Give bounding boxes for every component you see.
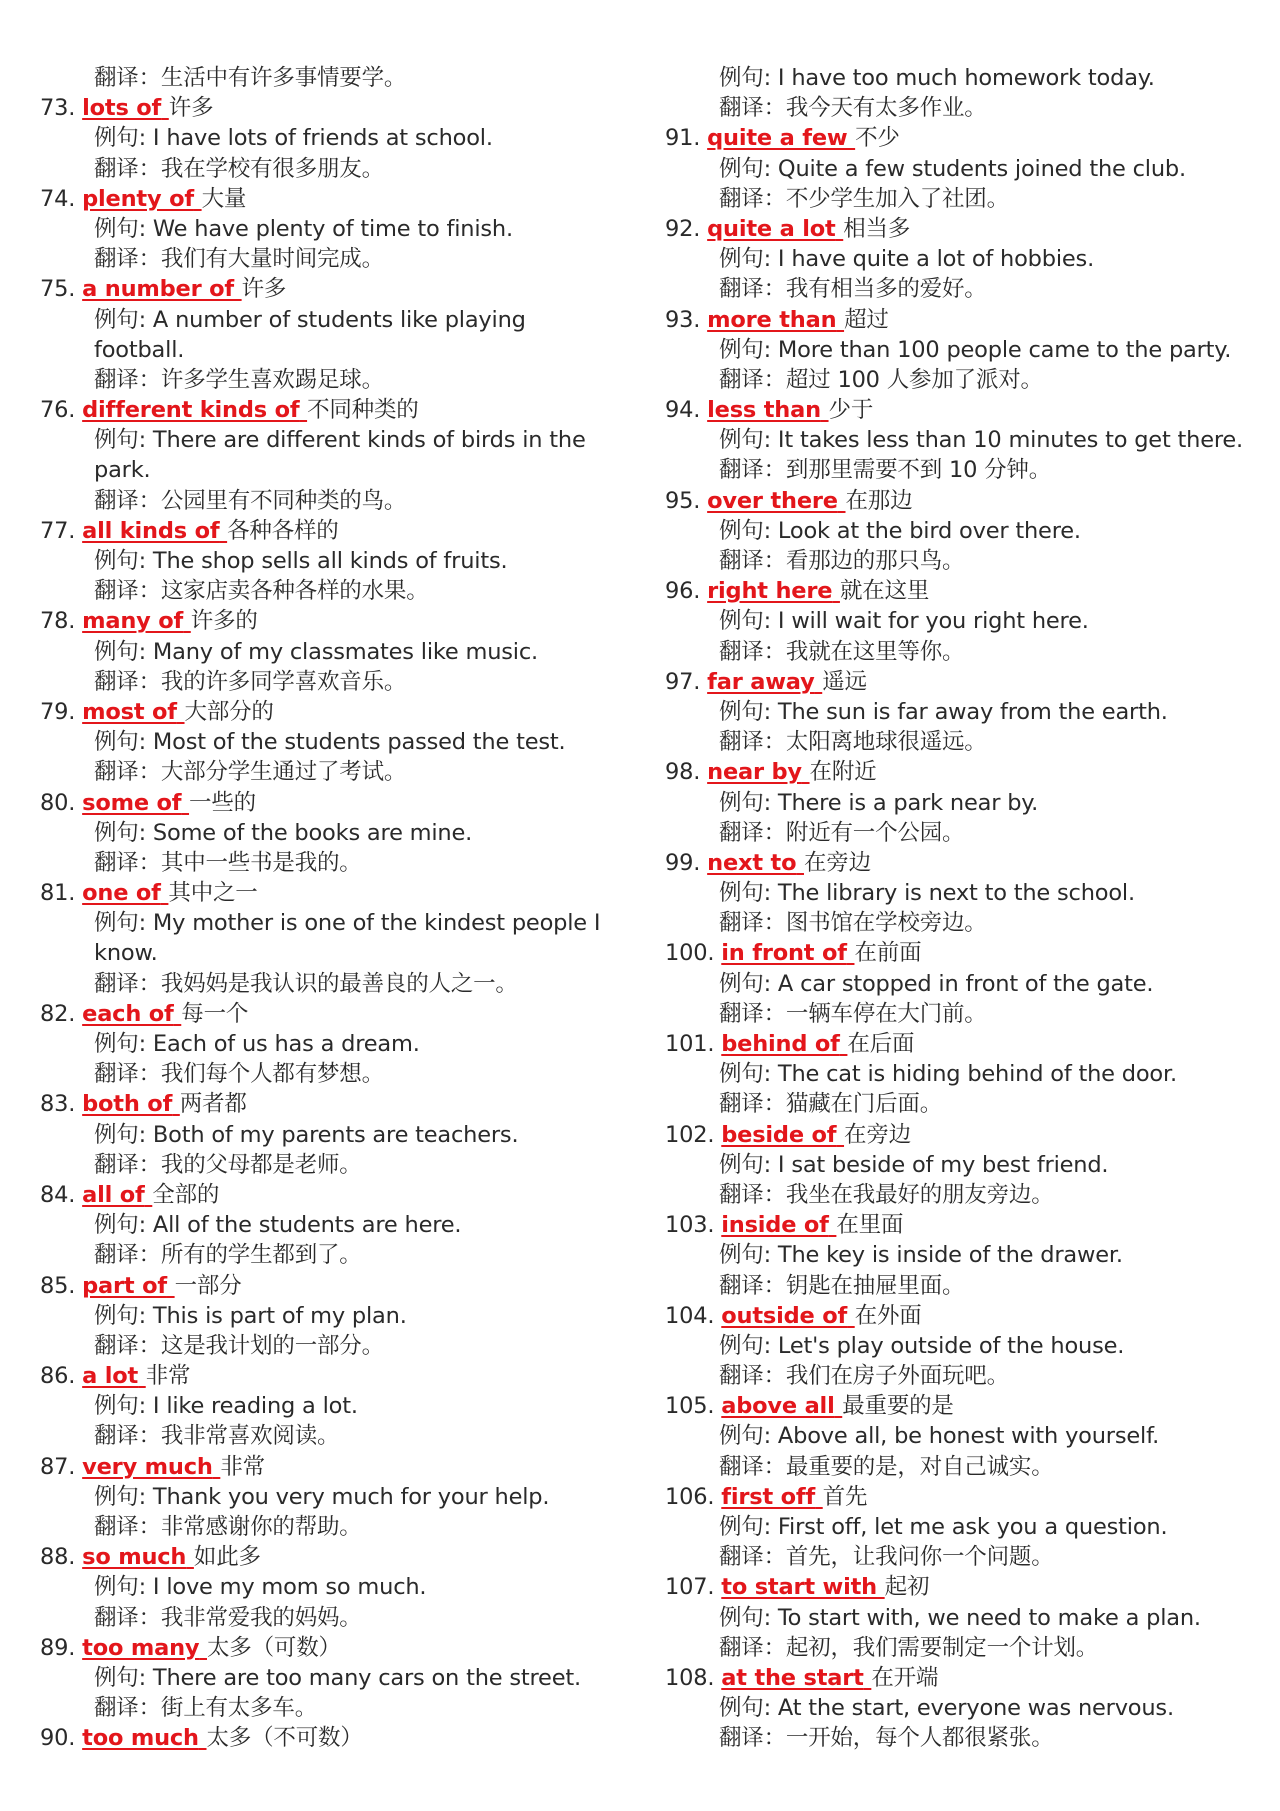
example-line: 例句: The library is next to the school. — [719, 880, 1135, 907]
entry-number: 89. — [40, 1634, 76, 1661]
translation-line: 翻译：我妈妈是我认识的最善良的人之一。 — [94, 970, 518, 997]
entry-phrase: part of — [82, 1272, 167, 1299]
translation-line: 翻译：大部分学生通过了考试。 — [94, 759, 407, 786]
entry-number: 86. — [40, 1363, 76, 1390]
entry-meaning: 其中之一 — [168, 880, 258, 907]
translation-line: 翻译：我们在房子外面玩吧。 — [719, 1363, 1009, 1390]
example-line: 例句: At the start, everyone was nervous. — [719, 1695, 1174, 1722]
entry-heading — [665, 305, 1225, 335]
entry-heading — [665, 757, 1225, 787]
entry-number: 107. — [665, 1574, 715, 1601]
translation-line: 翻译：超过 100 人参加了派对。 — [719, 366, 1043, 393]
entry-heading — [665, 1391, 1225, 1421]
entry-phrase: a lot — [82, 1363, 139, 1390]
example-line: 例句: More than 100 people came to the party. — [719, 336, 1232, 363]
entry-heading — [665, 1210, 1225, 1240]
entry-meaning: 一些的 — [189, 789, 256, 816]
entry-heading — [665, 395, 1225, 425]
entry-heading — [665, 1663, 1225, 1693]
entry-phrase: each of — [82, 1000, 174, 1027]
entry-number: 74. — [40, 185, 76, 212]
entry-heading — [665, 1572, 1225, 1602]
entry-heading — [40, 1361, 600, 1391]
entry-number: 102. — [665, 1121, 715, 1148]
example-line: 例句: Quite a few students joined the club. — [719, 155, 1186, 182]
entry-phrase: plenty of — [82, 185, 194, 212]
translation-line: 翻译：一开始，每个人都很紧张。 — [719, 1725, 1054, 1752]
entry-phrase: beside of — [721, 1121, 837, 1148]
entry-heading — [40, 1271, 600, 1301]
entry-heading — [40, 788, 600, 818]
translation-line: 翻译：图书馆在学校旁边。 — [719, 910, 987, 937]
entry-number: 98. — [665, 759, 701, 786]
entry-number: 92. — [665, 215, 701, 242]
entry-meaning: 许多 — [241, 276, 287, 303]
entry-meaning: 在里面 — [836, 1212, 904, 1239]
translation-line: 翻译：我们每个人都有梦想。 — [94, 1061, 384, 1088]
entry-phrase: next to — [707, 849, 797, 876]
entry-meaning: 不少 — [855, 125, 900, 152]
entry-heading — [40, 1089, 600, 1119]
entry-number: 79. — [40, 698, 76, 725]
entry-number: 88. — [40, 1544, 76, 1571]
entry-number: 87. — [40, 1453, 76, 1480]
example-line: 例句: A number of students like playing — [94, 306, 526, 333]
example-line: 例句: All of the students are here. — [94, 1212, 462, 1239]
entry-heading — [665, 1482, 1225, 1512]
entry-heading — [40, 1452, 600, 1482]
entry-meaning: 相当多 — [843, 215, 911, 242]
translation-line: 翻译：我今天有太多作业。 — [719, 95, 987, 122]
translation-line: 翻译：这家店卖各种各样的水果。 — [94, 578, 429, 605]
entry-number: 106. — [665, 1483, 715, 1510]
entry-phrase: too many — [82, 1634, 200, 1661]
entry-meaning: 在附近 — [809, 759, 877, 786]
translation-line: 翻译：最重要的是，对自己诚实。 — [719, 1453, 1054, 1480]
example-line: 例句: There is a park near by. — [719, 789, 1039, 816]
example-line: 例句: To start with, we need to make a plan. — [719, 1604, 1201, 1631]
entry-meaning: 每一个 — [181, 1000, 249, 1027]
entry-phrase: over there — [707, 487, 838, 514]
entry-heading — [40, 1633, 600, 1663]
entry-heading — [40, 274, 600, 304]
translation-line: 翻译：附近有一个公园。 — [719, 819, 965, 846]
entry-number: 104. — [665, 1302, 715, 1329]
entry-heading — [40, 184, 600, 214]
entry-phrase: above all — [721, 1393, 835, 1420]
entry-phrase: one of — [82, 880, 161, 907]
entry-meaning: 全部的 — [152, 1181, 220, 1208]
entry-meaning: 就在这里 — [839, 578, 930, 605]
entry-meaning: 一部分 — [174, 1272, 242, 1299]
entry-meaning: 超过 — [844, 306, 889, 333]
example-line: 例句: We have plenty of time to finish. — [94, 215, 513, 242]
entry-heading — [665, 1301, 1225, 1331]
entry-phrase: right here — [707, 578, 833, 605]
entry-meaning: 两者都 — [179, 1091, 247, 1118]
entry-number: 108. — [665, 1664, 715, 1691]
translation-line: 翻译：我非常喜欢阅读。 — [94, 1423, 340, 1450]
example-line: 例句: Let's play outside of the house. — [719, 1332, 1125, 1359]
entry-number: 80. — [40, 789, 76, 816]
translation-line: 翻译：猫藏在门后面。 — [719, 1091, 943, 1118]
translation-line: 翻译：不少学生加入了社团。 — [719, 185, 1009, 212]
entry-meaning: 在旁边 — [803, 849, 871, 876]
example-line: 例句: Above all, be honest with yourself. — [719, 1423, 1160, 1450]
entry-number: 73. — [40, 95, 76, 122]
entry-number: 101. — [665, 1031, 715, 1057]
entry-meaning: 如此多 — [193, 1544, 261, 1571]
entry-number: 90. — [40, 1725, 76, 1752]
example-line: 例句: The shop sells all kinds of fruits. — [94, 548, 508, 574]
translation-line: 翻译：看那边的那只鸟。 — [719, 548, 965, 574]
entry-meaning: 在旁边 — [844, 1121, 911, 1148]
translation-line: 翻译：许多学生喜欢踢足球。 — [94, 366, 384, 393]
entry-number: 96. — [665, 578, 701, 605]
entry-number: 85. — [40, 1272, 76, 1299]
entry-phrase: different kinds of — [82, 397, 300, 424]
entry-heading — [40, 1180, 600, 1210]
example-line: 例句: Most of the students passed the test. — [94, 729, 566, 756]
entry-number: 77. — [40, 517, 76, 544]
example-line: 例句: I have quite a lot of hobbies. — [719, 246, 1095, 273]
entry-meaning: 非常 — [220, 1453, 265, 1480]
entry-meaning: 在前面 — [854, 940, 922, 967]
entry-heading — [665, 576, 1225, 606]
entry-meaning: 许多 — [168, 95, 214, 122]
entry-phrase: many of — [82, 608, 184, 635]
entry-meaning: 在后面 — [847, 1031, 915, 1057]
entry-number: 78. — [40, 608, 76, 635]
translation-line: 翻译：街上有太多车。 — [94, 1695, 318, 1722]
example-line: 例句: There are different kinds of birds in the — [94, 427, 586, 454]
entry-number: 91. — [665, 125, 701, 152]
entry-heading — [665, 214, 1225, 244]
example-line: park. — [94, 457, 151, 484]
entry-meaning: 太多（不可数） — [206, 1725, 363, 1752]
translation-line: 翻译：起初，我们需要制定一个计划。 — [719, 1634, 1099, 1661]
entry-phrase: far away — [707, 668, 815, 695]
example-line: 例句: A car stopped in front of the gate. — [719, 970, 1154, 997]
entry-heading — [40, 93, 600, 123]
translation-line: 翻译：我的许多同学喜欢音乐。 — [94, 668, 407, 695]
entry-heading — [40, 1723, 600, 1753]
entry-meaning: 非常 — [145, 1363, 191, 1390]
entry-meaning: 起初 — [884, 1574, 930, 1601]
translation-line: 翻译：我在学校有很多朋友。 — [94, 155, 384, 182]
entry-phrase: too much — [82, 1725, 199, 1752]
entry-number: 81. — [40, 880, 76, 907]
example-line: know. — [94, 940, 158, 967]
entry-heading — [665, 1029, 1225, 1059]
entry-number: 76. — [40, 397, 76, 424]
entry-heading — [40, 516, 600, 546]
example-line: 例句: I like reading a lot. — [94, 1393, 358, 1420]
example-line: 例句: My mother is one of the kindest people I — [94, 910, 601, 937]
entry-meaning: 许多的 — [190, 608, 258, 635]
entry-number: 95. — [665, 487, 701, 514]
entry-meaning: 最重要的是 — [842, 1393, 954, 1420]
entry-phrase: quite a few — [707, 125, 848, 152]
entry-meaning: 在开端 — [871, 1664, 939, 1691]
translation-line: 翻译：钥匙在抽屉里面。 — [719, 1272, 965, 1299]
entry-phrase: at the start — [721, 1664, 864, 1691]
entry-meaning: 遥远 — [822, 668, 867, 695]
entry-number: 100. — [665, 940, 715, 967]
entry-meaning: 首先 — [822, 1483, 868, 1510]
entry-phrase: near by — [707, 759, 802, 786]
translation-line: 翻译：我的父母都是老师。 — [94, 1151, 362, 1178]
example-line: 例句: There are too many cars on the street. — [94, 1664, 581, 1691]
entry-meaning: 大部分的 — [184, 698, 274, 725]
entry-number: 82. — [40, 1000, 76, 1027]
entry-meaning: 在那边 — [845, 487, 913, 514]
translation-line: 翻译：这是我计划的一部分。 — [94, 1332, 384, 1359]
entry-phrase: more than — [707, 306, 837, 333]
entry-heading — [665, 1120, 1225, 1150]
example-line: 例句: I love my mom so much. — [94, 1574, 427, 1601]
entry-heading — [665, 486, 1225, 516]
entry-heading — [40, 606, 600, 636]
entry-number: 94. — [665, 397, 701, 424]
entry-heading — [665, 667, 1225, 697]
example-line: 例句: Many of my classmates like music. — [94, 638, 538, 665]
example-line: 例句: This is part of my plan. — [94, 1302, 407, 1329]
entry-phrase: behind of — [721, 1031, 840, 1057]
example-line: 例句: The sun is far away from the earth. — [719, 698, 1168, 725]
translation-line: 翻译：我们有大量时间完成。 — [94, 246, 384, 273]
entry-meaning: 不同种类的 — [307, 397, 419, 424]
entry-phrase: all of — [82, 1181, 145, 1208]
translation-line: 翻译：首先，让我问你一个问题。 — [719, 1544, 1054, 1571]
entry-meaning: 少于 — [828, 397, 874, 424]
translation-line: 翻译：非常感谢你的帮助。 — [94, 1514, 362, 1540]
translation-line: 翻译：太阳离地球很遥远。 — [719, 729, 987, 756]
translation-line: 翻译：我非常爱我的妈妈。 — [94, 1604, 362, 1631]
entry-phrase: very much — [82, 1453, 213, 1480]
entry-number: 93. — [665, 306, 701, 333]
entry-phrase: lots of — [82, 95, 162, 122]
translation-line: 翻译：一辆车停在大门前。 — [719, 1000, 987, 1027]
example-line: football. — [94, 336, 185, 363]
example-line: 例句: Some of the books are mine. — [94, 819, 473, 846]
entry-number: 105. — [665, 1393, 715, 1420]
translation-line: 翻译：所有的学生都到了。 — [94, 1242, 362, 1269]
entry-heading — [40, 999, 600, 1029]
translation-line: 翻译：我有相当多的爱好。 — [719, 276, 987, 303]
translation-line: 翻译：我就在这里等你。 — [719, 638, 965, 665]
entry-phrase: a number of — [82, 276, 234, 303]
entry-meaning: 太多（可数） — [207, 1634, 341, 1661]
entry-meaning: 大量 — [201, 185, 247, 212]
example-line: 例句: Both of my parents are teachers. — [94, 1121, 519, 1148]
right-column — [665, 63, 1243, 1754]
entry-number: 99. — [665, 849, 701, 876]
example-line: 例句: It takes less than 10 minutes to get there. — [719, 427, 1243, 454]
translation-line: 翻译：公园里有不同种类的鸟。 — [94, 487, 407, 514]
translation-line: 翻译：生活中有许多事情要学。 — [94, 65, 407, 91]
entry-heading — [665, 848, 1225, 878]
entry-number: 83. — [40, 1091, 76, 1118]
entry-phrase: to start with — [721, 1574, 878, 1601]
entry-phrase: some of — [82, 789, 182, 816]
example-line: 例句: I sat beside of my best friend. — [719, 1151, 1109, 1178]
entry-heading — [40, 697, 600, 727]
translation-line: 翻译：到那里需要不到 10 分钟。 — [719, 457, 1052, 484]
example-line: 例句: First off, let me ask you a question. — [719, 1514, 1168, 1540]
entry-number: 97. — [665, 668, 701, 695]
entry-meaning: 在外面 — [854, 1302, 922, 1329]
example-line: 例句: Each of us has a dream. — [94, 1031, 420, 1057]
entry-phrase: outside of — [721, 1302, 848, 1329]
example-line: 例句: The cat is hiding behind of the door. — [719, 1061, 1177, 1088]
left-column — [40, 63, 600, 1754]
entry-phrase: most of — [82, 698, 177, 725]
entry-phrase: all kinds of — [82, 517, 220, 544]
translation-line: 翻译：其中一些书是我的。 — [94, 849, 362, 876]
example-line: 例句: I will wait for you right here. — [719, 608, 1089, 635]
example-line: 例句: I have lots of friends at school. — [94, 125, 493, 152]
example-line: 例句: Look at the bird over there. — [719, 517, 1081, 544]
entry-phrase: both of — [82, 1091, 173, 1118]
example-line: 例句: The key is inside of the drawer. — [719, 1242, 1123, 1269]
entry-heading — [40, 395, 600, 425]
entry-phrase: less than — [707, 397, 821, 424]
entry-phrase: so much — [82, 1544, 187, 1571]
entry-heading — [40, 878, 600, 908]
entry-phrase: inside of — [721, 1212, 829, 1239]
entry-number: 75. — [40, 276, 76, 303]
entry-phrase: quite a lot — [707, 215, 836, 242]
translation-line: 翻译：我坐在我最好的朋友旁边。 — [719, 1181, 1054, 1208]
entry-heading — [40, 1542, 600, 1572]
entry-heading — [665, 123, 1225, 153]
entry-meaning: 各种各样的 — [227, 517, 339, 544]
entry-number: 84. — [40, 1181, 76, 1208]
entry-number: 103. — [665, 1212, 715, 1239]
example-line: 例句: Thank you very much for your help. — [94, 1483, 550, 1510]
entry-phrase: in front of — [721, 940, 847, 967]
example-line: 例句: I have too much homework today. — [719, 65, 1155, 91]
entry-phrase: first off — [721, 1483, 816, 1510]
entry-heading — [665, 938, 1225, 968]
